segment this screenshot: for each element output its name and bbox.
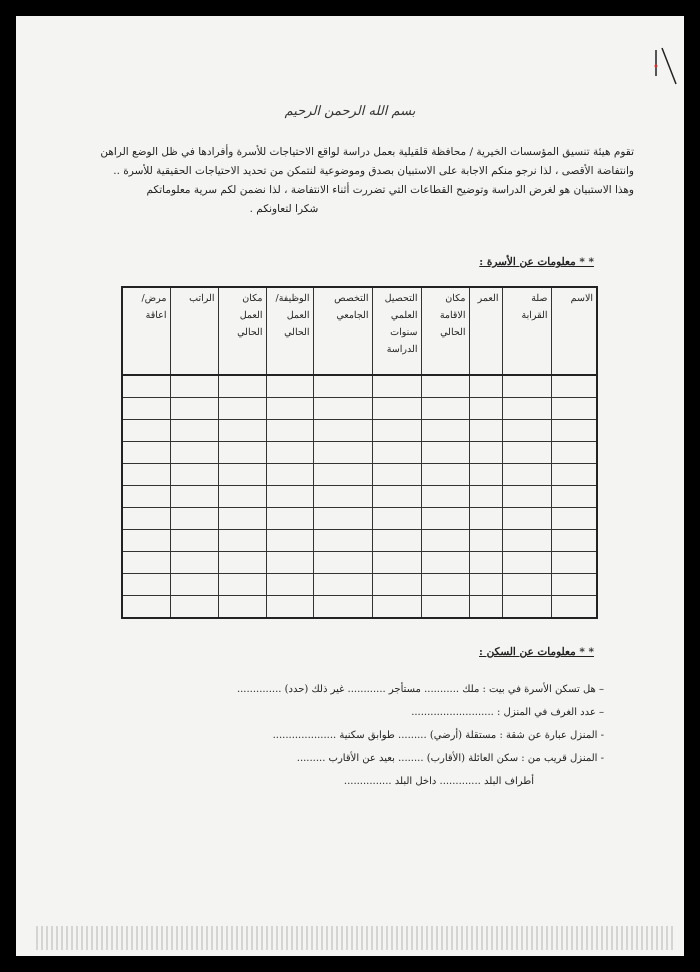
table-cell[interactable] [469, 464, 502, 486]
table-cell[interactable] [372, 464, 421, 486]
table-cell[interactable] [266, 464, 313, 486]
housing-questions [84, 678, 604, 793]
table-cell[interactable] [372, 508, 421, 530]
table-cell[interactable] [170, 508, 218, 530]
intro-thanks: شكرا لتعاونكم . [249, 203, 319, 215]
table-cell[interactable] [551, 442, 597, 464]
family-section-title: * * معلومات عن الأسرة : [479, 256, 594, 268]
table-cell[interactable] [551, 464, 597, 486]
table-cell[interactable] [372, 420, 421, 442]
table-cell[interactable] [122, 508, 170, 530]
table-row [122, 508, 597, 530]
table-cell[interactable] [421, 486, 469, 508]
table-cell[interactable] [469, 574, 502, 596]
table-header-row [122, 287, 597, 375]
table-cell[interactable] [551, 398, 597, 420]
table-cell[interactable] [266, 574, 313, 596]
column-header: العمر [469, 287, 502, 375]
table-cell[interactable] [313, 574, 372, 596]
table-cell[interactable] [469, 596, 502, 619]
table-cell[interactable] [170, 596, 218, 619]
table-cell[interactable] [122, 486, 170, 508]
table-cell[interactable] [469, 420, 502, 442]
table-cell[interactable] [372, 530, 421, 552]
table-cell[interactable] [122, 574, 170, 596]
table-cell[interactable] [469, 398, 502, 420]
table-cell[interactable] [218, 442, 266, 464]
table-cell[interactable] [551, 552, 597, 574]
table-cell[interactable] [551, 420, 597, 442]
table-cell[interactable] [170, 530, 218, 552]
table-cell[interactable] [372, 486, 421, 508]
table-cell[interactable] [170, 420, 218, 442]
table-cell[interactable] [502, 464, 551, 486]
table-cell[interactable] [421, 552, 469, 574]
table-cell[interactable] [551, 574, 597, 596]
table-cell[interactable] [313, 508, 372, 530]
table-cell[interactable] [421, 398, 469, 420]
table-cell[interactable] [469, 508, 502, 530]
housing-rooms-line: – عدد الغرف في المنزل : .......................... [411, 707, 604, 718]
table-cell[interactable] [502, 442, 551, 464]
table-cell[interactable] [469, 552, 502, 574]
housing-type-line: - المنزل عبارة عن شقة : مستقلة (أرضي) ......... طوابق سكنية .................... [272, 730, 604, 741]
table-cell[interactable] [372, 375, 421, 398]
table-cell[interactable] [551, 375, 597, 398]
table-cell[interactable] [266, 420, 313, 442]
table-cell[interactable] [122, 552, 170, 574]
column-header: مكان الاقامة الحالي [421, 287, 469, 375]
table-cell[interactable] [218, 464, 266, 486]
table-cell[interactable] [502, 530, 551, 552]
table-cell[interactable] [421, 375, 469, 398]
table-row [122, 464, 597, 486]
table-cell[interactable] [502, 574, 551, 596]
table-cell[interactable] [122, 375, 170, 398]
table-cell[interactable] [218, 530, 266, 552]
intro-line: تقوم هيئة تنسيق المؤسسات الخيرية / محافظة قلقيلية بعمل دراسة لواقع الاحتياجات للأسرة وأفرادها في ظل الوضع الراهن [100, 146, 634, 158]
column-header: التحصيل العلمي سنوات الدراسة [372, 287, 421, 375]
table-row [122, 574, 597, 596]
table-cell[interactable] [266, 486, 313, 508]
table-cell[interactable] [502, 398, 551, 420]
table-cell[interactable] [170, 442, 218, 464]
table-cell[interactable] [372, 442, 421, 464]
table-cell[interactable] [218, 508, 266, 530]
column-header: مرض/ اعاقة [122, 287, 170, 375]
table-cell[interactable] [122, 530, 170, 552]
table-cell[interactable] [313, 375, 372, 398]
family-info-table [121, 286, 598, 619]
table-row [122, 486, 597, 508]
table-row [122, 596, 597, 619]
table-cell[interactable] [421, 420, 469, 442]
column-header: الراتب [170, 287, 218, 375]
table-cell[interactable] [218, 486, 266, 508]
table-cell[interactable] [502, 375, 551, 398]
table-cell[interactable] [313, 596, 372, 619]
table-cell[interactable] [372, 596, 421, 619]
housing-proximity-line: - المنزل قريب من : سكن العائلة (الأقارب) ........ بعيد عن الأقارب ......... [296, 753, 604, 764]
scan-noise-strip [36, 926, 676, 950]
table-cell[interactable] [170, 375, 218, 398]
table-cell[interactable] [372, 552, 421, 574]
intro-paragraph [54, 143, 634, 219]
table-cell[interactable] [421, 596, 469, 619]
column-header: صلة القرابة [502, 287, 551, 375]
table-cell[interactable] [218, 552, 266, 574]
table-cell[interactable] [266, 398, 313, 420]
table-cell[interactable] [170, 398, 218, 420]
column-header: الاسم [551, 287, 597, 375]
basmala-heading: بسم الله الرحمن الرحيم [284, 104, 416, 119]
table-cell[interactable] [313, 398, 372, 420]
table-cell[interactable] [266, 530, 313, 552]
table-cell[interactable] [313, 442, 372, 464]
table-cell[interactable] [122, 596, 170, 619]
table-cell[interactable] [551, 508, 597, 530]
table-cell[interactable] [372, 574, 421, 596]
table-cell[interactable] [218, 398, 266, 420]
table-cell[interactable] [469, 486, 502, 508]
table-row [122, 442, 597, 464]
table-cell[interactable] [502, 596, 551, 619]
housing-section-title: * * معلومات عن السكن : [479, 646, 594, 658]
table-cell[interactable] [502, 508, 551, 530]
table-cell[interactable] [122, 442, 170, 464]
table-cell[interactable] [170, 464, 218, 486]
intro-line: وهذا الاستبيان هو لغرض الدراسة وتوضيح القطاعات التي تضررت أثناء الانتفاضة ، لذا نضمن لكم سرية معلوماتكم [146, 184, 634, 196]
table-cell[interactable] [551, 530, 597, 552]
table-cell[interactable] [313, 552, 372, 574]
table-cell[interactable] [469, 375, 502, 398]
table-row [122, 375, 597, 398]
housing-location-line: أطراف البلد ............. داخل البلد ............... [343, 776, 534, 787]
table-cell[interactable] [170, 574, 218, 596]
table-row [122, 420, 597, 442]
handwritten-corner-mark [648, 46, 678, 86]
table-cell[interactable] [551, 596, 597, 619]
column-header: الوظيفة/ العمل الحالي [266, 287, 313, 375]
table-cell[interactable] [266, 596, 313, 619]
column-header: مكان العمل الحالي [218, 287, 266, 375]
table-cell[interactable] [266, 442, 313, 464]
table-cell[interactable] [313, 486, 372, 508]
table-cell[interactable] [372, 398, 421, 420]
table-cell[interactable] [266, 508, 313, 530]
table-cell[interactable] [551, 486, 597, 508]
table-cell[interactable] [266, 552, 313, 574]
table-cell[interactable] [421, 530, 469, 552]
table-cell[interactable] [170, 552, 218, 574]
table-cell[interactable] [218, 420, 266, 442]
column-header: التخصص الجامعي [313, 287, 372, 375]
table-cell[interactable] [218, 375, 266, 398]
questionnaire-page [16, 16, 684, 956]
table-row [122, 530, 597, 552]
table-cell[interactable] [218, 574, 266, 596]
intro-line: وانتفاضة الأقصى ، لذا نرجو منكم الاجابة على الاستبيان بصدق وموضوعية لنتمكن من تحديد الاحتياجات الحقيقية للأسرة .. [113, 165, 634, 177]
table-cell[interactable] [170, 486, 218, 508]
table-cell[interactable] [421, 464, 469, 486]
table-cell[interactable] [502, 420, 551, 442]
table-cell[interactable] [421, 574, 469, 596]
table-cell[interactable] [313, 420, 372, 442]
table-cell[interactable] [421, 442, 469, 464]
table-row [122, 552, 597, 574]
table-cell[interactable] [313, 530, 372, 552]
table-row [122, 398, 597, 420]
housing-ownership-line: – هل تسكن الأسرة في بيت : ملك ........... مستأجر ............ غير ذلك (حدد) .............. [236, 684, 604, 695]
table-cell[interactable] [122, 398, 170, 420]
table-cell[interactable] [502, 552, 551, 574]
table-cell[interactable] [502, 486, 551, 508]
table-cell[interactable] [313, 464, 372, 486]
table-cell[interactable] [122, 420, 170, 442]
table-cell[interactable] [266, 375, 313, 398]
table-cell[interactable] [469, 530, 502, 552]
table-cell[interactable] [218, 596, 266, 619]
table-cell[interactable] [469, 442, 502, 464]
table-cell[interactable] [421, 508, 469, 530]
table-cell[interactable] [122, 464, 170, 486]
